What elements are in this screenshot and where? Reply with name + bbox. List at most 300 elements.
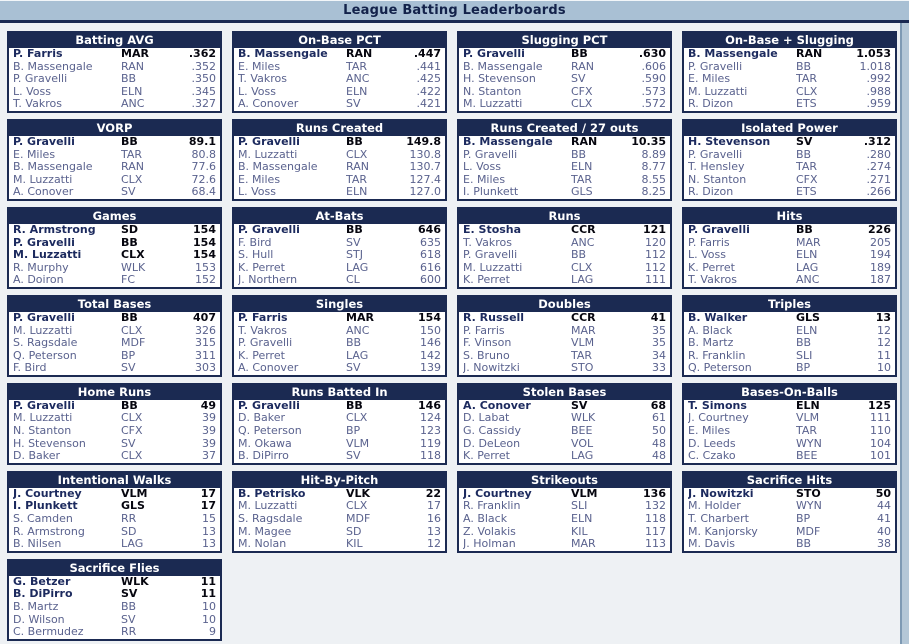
stat-value: 38	[877, 537, 891, 551]
leaderboard-row	[234, 136, 445, 149]
stat-value: 16	[427, 512, 441, 526]
player-name[interactable]: A. Doiron	[13, 274, 64, 287]
leaderboard-row	[234, 400, 445, 413]
player-name[interactable]: P. Gravelli	[463, 249, 518, 262]
player-name[interactable]: J. Holman	[463, 538, 516, 551]
player-name[interactable]: B. DiPirro	[13, 588, 73, 601]
team-abbr: TAR	[121, 148, 143, 161]
team-abbr: BB	[571, 148, 587, 161]
team-abbr: ELN	[121, 85, 143, 98]
leaderboard-row	[684, 174, 895, 187]
player-name[interactable]: P. Gravelli	[463, 148, 518, 161]
player-name[interactable]: E. Miles	[688, 73, 731, 86]
player-name[interactable]: B. Nilsen	[13, 538, 62, 551]
stat-value: .988	[866, 84, 891, 98]
player-name[interactable]: D. Baker	[238, 412, 286, 425]
stat-value: .425	[416, 72, 441, 86]
board-doubles	[457, 295, 672, 377]
leaderboard-row	[684, 450, 895, 463]
stat-value: 113	[645, 537, 666, 551]
player-name[interactable]: J. Courtney	[13, 487, 82, 500]
player-name[interactable]: G. Cassidy	[463, 425, 521, 438]
stat-value: 303	[195, 361, 216, 375]
leaderboard-rows	[684, 224, 895, 287]
player-name[interactable]: L. Voss	[238, 85, 276, 98]
player-name[interactable]: T. Charbert	[688, 513, 749, 526]
team-abbr: ELN	[796, 324, 818, 337]
player-name[interactable]: B. Massengale	[463, 135, 553, 148]
team-abbr: BP	[346, 425, 361, 438]
stat-value: 9	[209, 625, 216, 639]
player-name[interactable]: L. Voss	[463, 161, 501, 174]
stat-value: .441	[416, 59, 441, 73]
leaderboard-row	[459, 274, 670, 287]
team-abbr: BB	[121, 601, 137, 613]
player-name[interactable]: A. Conover	[463, 399, 531, 412]
leaderboard-row	[459, 526, 670, 539]
stat-value: 149.8	[406, 134, 441, 148]
team-abbr: CLX	[796, 85, 818, 98]
player-name[interactable]: J. Northern	[238, 274, 298, 287]
team-abbr: RAN	[121, 161, 144, 174]
player-name[interactable]: C. Czako	[688, 450, 736, 463]
player-name[interactable]: S. Hull	[238, 249, 274, 262]
player-name[interactable]: F. Bird	[13, 362, 47, 375]
player-name[interactable]: S. Ragsdale	[238, 513, 303, 526]
leaderboard-title: Singles	[234, 297, 445, 312]
leaderboard-rows	[9, 488, 220, 551]
player-name[interactable]: P. Gravelli	[238, 337, 293, 350]
player-name[interactable]: M. Luzzatti	[13, 249, 82, 262]
player-name[interactable]: M. Davis	[688, 538, 735, 551]
team-abbr: MAR	[121, 48, 149, 60]
leaderboard-row	[9, 73, 220, 86]
player-name[interactable]: K. Perret	[463, 274, 510, 287]
team-abbr: LAG	[121, 538, 144, 551]
leaderboard-row	[684, 337, 895, 350]
player-name[interactable]: T. Vakros	[238, 73, 287, 86]
leaderboard-rows	[234, 136, 445, 199]
player-name[interactable]: P. Farris	[13, 48, 63, 60]
player-name[interactable]: J. Courtney	[688, 412, 749, 425]
leaderboard-row	[684, 48, 895, 61]
player-name[interactable]: B. Walker	[688, 311, 748, 324]
player-name[interactable]: K. Perret	[688, 261, 735, 274]
team-abbr: CFX	[121, 425, 143, 438]
team-abbr: SLI	[571, 500, 588, 513]
player-name[interactable]: N. Stanton	[13, 425, 72, 438]
player-name[interactable]: P. Gravelli	[238, 399, 300, 412]
player-name[interactable]: B. Massengale	[238, 48, 328, 60]
stat-value: 1.053	[856, 47, 891, 60]
player-name[interactable]: R. Russell	[463, 311, 525, 324]
player-name[interactable]: P. Gravelli	[688, 60, 743, 73]
stat-value: 119	[420, 436, 441, 450]
player-name[interactable]: Q. Peterson	[688, 362, 752, 375]
leaderboard-row	[459, 249, 670, 262]
stat-value: 226	[868, 222, 891, 236]
team-abbr: VLM	[346, 437, 370, 450]
player-name[interactable]: H. Stevenson	[688, 135, 771, 148]
stat-value: 11	[200, 587, 216, 601]
stat-value: 17	[427, 499, 441, 513]
player-name[interactable]: L. Voss	[688, 249, 726, 262]
leaderboard-row	[9, 526, 220, 539]
team-abbr: LAG	[346, 349, 369, 362]
leaderboard-row	[234, 262, 445, 275]
player-name[interactable]: F. Bird	[238, 236, 272, 249]
leaderboard-row	[684, 412, 895, 425]
player-name[interactable]: T. Vakros	[238, 324, 287, 337]
player-name[interactable]: B. Petrisko	[238, 487, 306, 500]
leaderboard-title: Sacrifice Hits	[684, 473, 895, 488]
player-name[interactable]: M. Holder	[688, 500, 741, 513]
player-name[interactable]: Z. Volakis	[463, 525, 516, 538]
player-name[interactable]: N. Stanton	[688, 173, 747, 186]
team-abbr: BB	[796, 223, 813, 236]
leaderboard-row	[459, 538, 670, 551]
team-abbr: KIL	[346, 538, 363, 551]
stat-value: .345	[191, 84, 216, 98]
player-name[interactable]: T. Vakros	[463, 236, 512, 249]
leaderboard-row	[684, 513, 895, 526]
player-name[interactable]: G. Betzer	[13, 575, 71, 588]
stat-value: .992	[866, 72, 891, 86]
board-batting-avg	[7, 31, 222, 113]
team-abbr: BB	[121, 399, 138, 412]
player-name[interactable]: P. Farris	[238, 311, 288, 324]
stat-value: 125	[868, 398, 891, 412]
leaderboard-row	[459, 425, 670, 438]
team-abbr: ELN	[571, 161, 593, 174]
player-name[interactable]: J. Nowitzki	[688, 487, 754, 500]
team-abbr: ANC	[346, 324, 370, 337]
player-name[interactable]: S. Ragsdale	[13, 337, 78, 350]
team-abbr: RAN	[346, 48, 373, 60]
player-name[interactable]: D. Labat	[463, 412, 510, 425]
team-abbr: CLX	[121, 249, 145, 262]
stat-value: 72.6	[191, 172, 216, 186]
player-name[interactable]: P. Gravelli	[13, 311, 75, 324]
player-name[interactable]: B. DiPirro	[238, 450, 289, 463]
player-name[interactable]: E. Stosha	[463, 223, 522, 236]
player-name[interactable]: E. Miles	[688, 425, 731, 438]
team-abbr: BP	[796, 513, 811, 526]
stat-value: 40	[877, 524, 891, 538]
stat-value: 154	[418, 310, 441, 324]
stat-value: 121	[643, 222, 666, 236]
player-name[interactable]: J. Nowitzki	[463, 362, 520, 375]
team-abbr: WLK	[571, 412, 596, 425]
stat-value: 118	[645, 512, 666, 526]
leaderboard-rows	[9, 312, 220, 375]
stat-value: 39	[202, 424, 216, 438]
leaderboard-row	[459, 312, 670, 325]
leaderboard-row	[9, 362, 220, 375]
player-name[interactable]: I. Plunkett	[13, 500, 78, 513]
player-name[interactable]: B. Martz	[13, 601, 59, 613]
leaderboard-row	[684, 500, 895, 513]
team-abbr: BB	[346, 337, 362, 350]
player-name[interactable]: P. Gravelli	[688, 223, 750, 236]
player-name[interactable]: M. Nolan	[238, 538, 287, 551]
player-name[interactable]: D. Wilson	[13, 613, 65, 626]
leaderboard-row	[684, 526, 895, 539]
leaderboard-row	[684, 224, 895, 237]
team-abbr: BB	[346, 223, 363, 236]
leaderboard-title: Sacrifice Flies	[9, 561, 220, 576]
player-name[interactable]: B. Massengale	[13, 161, 93, 174]
player-name[interactable]: E. Miles	[238, 173, 281, 186]
player-name[interactable]: T. Vakros	[13, 98, 62, 111]
player-name[interactable]: M. Luzzatti	[688, 85, 748, 98]
player-name[interactable]: D. Baker	[13, 450, 61, 463]
leaderboard-row	[459, 48, 670, 61]
team-abbr: ANC	[571, 236, 595, 249]
leaderboard-row	[9, 48, 220, 61]
team-abbr: MAR	[346, 311, 374, 324]
stat-value: 12	[427, 537, 441, 551]
player-name[interactable]: P. Gravelli	[13, 236, 75, 249]
player-name[interactable]: A. Conover	[238, 98, 299, 111]
stat-value: 118	[420, 449, 441, 463]
team-abbr: BB	[121, 311, 138, 324]
stat-value: 10	[202, 600, 216, 613]
leaderboard-row	[234, 412, 445, 425]
player-name[interactable]: P. Gravelli	[13, 135, 75, 148]
leaderboard-row	[684, 425, 895, 438]
player-name[interactable]: P. Gravelli	[238, 135, 300, 148]
team-abbr: BB	[121, 73, 137, 86]
player-name[interactable]: R. Franklin	[463, 500, 521, 513]
stat-value: 124	[420, 411, 441, 425]
player-name[interactable]: P. Gravelli	[688, 148, 743, 161]
player-name[interactable]: M. Okawa	[238, 437, 292, 450]
player-name[interactable]: H. Stevenson	[463, 73, 536, 86]
stat-value: 11	[200, 574, 216, 588]
player-name[interactable]: N. Stanton	[463, 85, 522, 98]
team-abbr: BEE	[796, 450, 818, 463]
stat-value: 154	[193, 248, 216, 262]
leaderboard-row	[9, 86, 220, 99]
leaderboard-title: Hit-By-Pitch	[234, 473, 445, 488]
team-abbr: SD	[121, 223, 139, 236]
stat-value: 22	[425, 486, 441, 500]
leaderboard-rows	[9, 224, 220, 287]
stat-value: 152	[195, 273, 216, 287]
leaderboard-row	[9, 513, 220, 526]
leaderboard-row	[9, 262, 220, 275]
leaderboard-title: Doubles	[459, 297, 670, 312]
player-name[interactable]: J. Courtney	[463, 487, 532, 500]
player-name[interactable]: E. Miles	[13, 148, 56, 161]
player-name[interactable]: F. Vinson	[463, 337, 512, 350]
leaderboard-row	[9, 237, 220, 250]
stat-value: 635	[420, 235, 441, 249]
leaderboard-row	[459, 149, 670, 162]
player-name[interactable]: L. Voss	[13, 85, 51, 98]
player-name[interactable]: M. Luzzatti	[238, 500, 298, 513]
stat-value: 616	[420, 260, 441, 274]
leaderboard-row	[459, 500, 670, 513]
team-abbr: VLK	[346, 487, 371, 500]
leaderboard-row	[684, 325, 895, 338]
player-name[interactable]: M. Luzzatti	[238, 148, 298, 161]
player-name[interactable]: S. Camden	[13, 513, 73, 526]
stat-value: 39	[202, 411, 216, 425]
player-name[interactable]: Q. Peterson	[13, 349, 77, 362]
team-abbr: BB	[571, 48, 588, 60]
stat-value: 68	[650, 398, 666, 412]
stat-value: 146	[420, 336, 441, 350]
leaderboard-rows	[684, 400, 895, 463]
stat-value: .327	[191, 97, 216, 111]
player-name[interactable]: K. Perret	[238, 349, 285, 362]
leaderboard-title: Runs Created	[234, 121, 445, 136]
team-abbr: VLM	[796, 412, 820, 425]
team-abbr: GLS	[796, 311, 820, 324]
leaderboard-row	[459, 488, 670, 501]
player-name[interactable]: A. Black	[463, 513, 508, 526]
stat-value: 127.0	[409, 185, 441, 199]
leaderboard-rows	[459, 224, 670, 287]
team-abbr: RR	[121, 626, 137, 639]
player-name[interactable]: I. Plunkett	[463, 186, 519, 199]
player-name[interactable]: P. Farris	[688, 236, 730, 249]
team-abbr: BB	[796, 60, 812, 73]
player-name[interactable]: P. Farris	[463, 324, 505, 337]
stat-value: 101	[870, 449, 891, 463]
team-abbr: GLS	[121, 500, 145, 513]
player-name[interactable]: R. Dizon	[688, 186, 734, 199]
player-name[interactable]: Q. Peterson	[238, 425, 302, 438]
team-abbr: SV	[121, 437, 136, 450]
team-abbr: STJ	[346, 249, 363, 262]
leaderboard-row	[684, 538, 895, 551]
leaderboard-rows	[459, 400, 670, 463]
player-name[interactable]: C. Bermudez	[13, 626, 84, 639]
team-abbr: BEE	[571, 425, 593, 438]
leaderboard-row	[234, 224, 445, 237]
board-vorp	[7, 119, 222, 201]
player-name[interactable]: P. Gravelli	[238, 223, 300, 236]
player-name[interactable]: E. Miles	[238, 60, 281, 73]
player-name[interactable]: M. Luzzatti	[463, 261, 523, 274]
stat-value: 150	[420, 323, 441, 337]
team-abbr: BP	[796, 362, 811, 375]
player-name[interactable]: P. Gravelli	[13, 73, 68, 86]
board-runs	[457, 207, 672, 289]
leaderboard-rows	[684, 48, 895, 111]
stat-value: 189	[870, 260, 891, 274]
player-name[interactable]: B. Martz	[688, 337, 734, 350]
leaderboard-row	[234, 337, 445, 350]
player-name[interactable]: E. Miles	[463, 173, 506, 186]
player-name[interactable]: L. Voss	[238, 186, 276, 199]
player-name[interactable]: S. Bruno	[463, 349, 510, 362]
leaderboard-row	[234, 450, 445, 463]
team-abbr: WLK	[121, 575, 149, 588]
team-abbr: WLK	[121, 261, 146, 274]
team-abbr: SD	[346, 525, 362, 538]
team-abbr: VLM	[571, 337, 595, 350]
player-name[interactable]: M. Luzzatti	[13, 412, 73, 425]
team-abbr: RAN	[346, 161, 369, 174]
player-name[interactable]: A. Conover	[238, 362, 299, 375]
player-name[interactable]: B. Massengale	[238, 161, 318, 174]
player-name[interactable]: R. Armstrong	[13, 223, 96, 236]
stat-value: 154	[193, 222, 216, 236]
player-name[interactable]: P. Gravelli	[463, 48, 525, 60]
player-name[interactable]: P. Gravelli	[13, 399, 75, 412]
leaderboard-rows	[684, 312, 895, 375]
stat-value: 130.7	[409, 160, 441, 174]
player-name[interactable]: T. Simons	[688, 399, 747, 412]
player-name[interactable]: B. Massengale	[463, 60, 543, 73]
team-abbr: CLX	[571, 261, 593, 274]
leaderboard-row	[459, 136, 670, 149]
stat-value: 48	[652, 436, 666, 450]
player-name[interactable]: B. Massengale	[688, 48, 778, 60]
board-home-runs	[7, 383, 222, 465]
team-abbr: ELN	[796, 399, 820, 412]
player-name[interactable]: M. Kanjorsky	[688, 525, 758, 538]
player-name[interactable]: M. Luzzatti	[13, 173, 73, 186]
player-name[interactable]: H. Stevenson	[13, 437, 86, 450]
player-name[interactable]: R. Armstrong	[13, 525, 85, 538]
leaderboard-title: Batting AVG	[9, 33, 220, 48]
team-abbr: SD	[121, 525, 137, 538]
player-name[interactable]: M. Magee	[238, 525, 292, 538]
player-name[interactable]: D. Leeds	[688, 437, 736, 450]
player-name[interactable]: A. Conover	[13, 186, 74, 199]
leaderboard-row	[459, 73, 670, 86]
leaderboard-title: VORP	[9, 121, 220, 136]
leaderboard-row	[234, 98, 445, 111]
team-abbr: CLX	[346, 500, 368, 513]
leaderboard-rows	[684, 488, 895, 551]
stat-value: 130.8	[409, 147, 441, 161]
leaderboard-row	[9, 576, 220, 589]
player-name[interactable]: K. Perret	[463, 450, 510, 463]
player-name[interactable]: A. Black	[688, 324, 733, 337]
player-name[interactable]: M. Luzzatti	[13, 324, 73, 337]
stat-value: 120	[645, 235, 666, 249]
player-name[interactable]: R. Murphy	[13, 261, 69, 274]
player-name[interactable]: B. Massengale	[13, 60, 93, 73]
board-on-base-pct	[232, 31, 447, 113]
stat-value: 50	[652, 424, 666, 438]
stat-value: 104	[870, 436, 891, 450]
player-name[interactable]: R. Franklin	[688, 349, 746, 362]
leaderboard-row	[459, 186, 670, 199]
player-name[interactable]: T. Hensley	[688, 161, 745, 174]
player-name[interactable]: R. Dizon	[688, 98, 734, 111]
team-abbr: RAN	[121, 60, 144, 73]
team-abbr: BP	[121, 349, 136, 362]
team-abbr: FC	[121, 274, 136, 287]
leaderboard-row	[684, 488, 895, 501]
leaderboard-row	[459, 362, 670, 375]
stat-value: 132	[645, 499, 666, 513]
leaderboard-row	[234, 438, 445, 451]
player-name[interactable]: D. DeLeon	[463, 437, 521, 450]
board-at-bats	[232, 207, 447, 289]
player-name[interactable]: T. Vakros	[688, 274, 737, 287]
leaderboard-row	[459, 337, 670, 350]
player-name[interactable]: K. Perret	[238, 261, 285, 274]
player-name[interactable]: M. Luzzatti	[463, 98, 523, 111]
